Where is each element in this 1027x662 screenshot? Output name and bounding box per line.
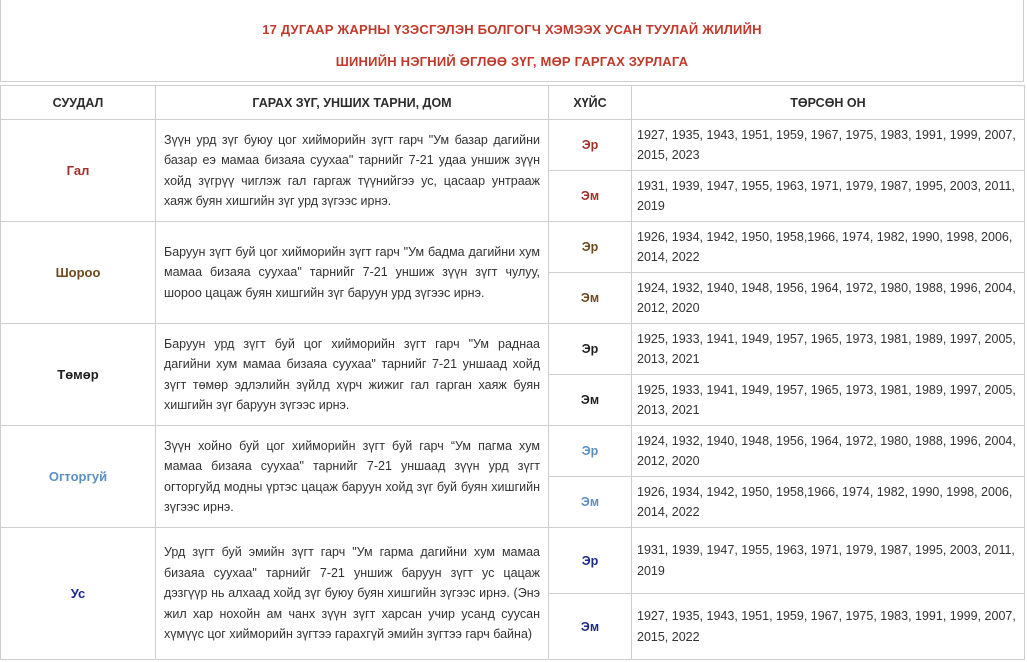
years-cell: 1925, 1933, 1941, 1949, 1957, 1965, 1973, 1981, 1989, 1997, 2005, 2013, 2021 — [632, 375, 1025, 426]
gender-cell: Эр — [549, 324, 632, 375]
description-cell: Урд зүгт буй эмийн зүгт гарч "Ум гарма дагийни хум мамаа бизаяа суухаа" тарнийг 7-21 уншиж баруун зүгт ус цацаж дэзгүүр нь алхаад хойд зүг буюу буян хишгийн зүгээс ирнэ. (Энэ жил хар нохойн ам чанх зүүн зүгт харсан учир усанд суусан хүмүүс цог хийморийн зүгтээ гарахгүй эмийн зүгтээ гарч байна) — [156, 528, 549, 660]
description-cell: Баруун урд зүгт буй цог хийморийн зүгт гарч "Ум раднаа дагийни хум мамаа бизаяа суухаа" тарнийг 7-21 уншаад хойд зүгт төмөр эдлэлийн зүйлд хүрч жижиг гал гарган хаяж буян хишгийн зүг баруун зүгээс ирнэ. — [156, 324, 549, 426]
gender-cell: Эр — [549, 120, 632, 171]
years-cell: 1924, 1932, 1940, 1948, 1956, 1964, 1972, 1980, 1988, 1996, 2004, 2012, 2020 — [632, 426, 1025, 477]
description-cell: Зүүн хойно буй цог хийморийн зүгт буй гарч “Ум пагма хум мамаа бизаяа суухаа" тарнийг 7-21 уншаад зүүн урд зүгт огторгуйд модны үртэс цацаж баруун хойд зүг буй буян хишгийн зүгээс ирнэ. — [156, 426, 549, 528]
header-suudal: СУУДАЛ — [1, 86, 156, 120]
header-gender: ХҮЙС — [549, 86, 632, 120]
title-box — [0, 0, 1024, 82]
table-row — [1, 120, 1025, 171]
years-cell: 1926, 1934, 1942, 1950, 1958,1966, 1974, 1982, 1990, 1998, 2006, 2014, 2022 — [632, 222, 1025, 273]
element-cell: Шороо — [1, 222, 156, 324]
description-cell: Баруун зүгт буй цог хийморийн зүгт гарч "Ум бадма дагийни хум мамаа бизаяа суухаа" тарнийг 7-21 уншиж зүүн зүгт чулуу, шороо цацаж буян хишгийн зүг баруун урд зүгээс ирнэ. — [156, 222, 549, 324]
table-row — [1, 528, 1025, 594]
gender-cell: Эм — [549, 171, 632, 222]
years-cell: 1926, 1934, 1942, 1950, 1958,1966, 1974, 1982, 1990, 1998, 2006, 2014, 2022 — [632, 477, 1025, 528]
table-row — [1, 426, 1025, 477]
table-row — [1, 222, 1025, 273]
table-header-row — [1, 86, 1025, 120]
page-title-line-1: 17 ДУГААР ЖАРНЫ ҮЗЭСГЭЛЭН БОЛГОГЧ ХЭМЭЭХ УСАН ТУУЛАЙ ЖИЛИЙН — [262, 22, 762, 37]
years-cell: 1924, 1932, 1940, 1948, 1956, 1964, 1972, 1980, 1988, 1996, 2004, 2012, 2020 — [632, 273, 1025, 324]
years-cell: 1931, 1939, 1947, 1955, 1963, 1971, 1979, 1987, 1995, 2003, 2011, 2019 — [632, 528, 1025, 594]
header-direction: ГАРАХ ЗҮГ, УНШИХ ТАРНИ, ДОМ — [156, 86, 549, 120]
description-cell: Зүүн урд зүг буюу цог хийморийн зүгт гарч "Ум базар дагийни базар еэ мамаа бизаяа суухаа" тарнийг 7-21 удаа уншиж зүүн хойд зүгрүү чиглэж гал гаргаж түүнийгээ ус, цасаар унтрааж хаяж буян хишгийн зүг урд зүгээс ирнэ. — [156, 120, 549, 222]
element-cell: Ус — [1, 528, 156, 660]
gender-cell: Эр — [549, 426, 632, 477]
years-cell: 1927, 1935, 1943, 1951, 1959, 1967, 1975, 1983, 1991, 1999, 2007, 2015, 2022 — [632, 594, 1025, 660]
schedule-table — [0, 85, 1025, 660]
header-birth-year: ТӨРСӨН ОН — [632, 86, 1025, 120]
gender-cell: Эм — [549, 273, 632, 324]
element-cell: Гал — [1, 120, 156, 222]
gender-cell: Эр — [549, 528, 632, 594]
years-cell: 1925, 1933, 1941, 1949, 1957, 1965, 1973, 1981, 1989, 1997, 2005, 2013, 2021 — [632, 324, 1025, 375]
element-cell: Огторгуй — [1, 426, 156, 528]
gender-cell: Эм — [549, 594, 632, 660]
years-cell: 1931, 1939, 1947, 1955, 1963, 1971, 1979, 1987, 1995, 2003, 2011, 2019 — [632, 171, 1025, 222]
years-cell: 1927, 1935, 1943, 1951, 1959, 1967, 1975, 1983, 1991, 1999, 2007, 2015, 2023 — [632, 120, 1025, 171]
table-row — [1, 324, 1025, 375]
element-cell: Төмөр — [1, 324, 156, 426]
page-title-line-2: ШИНИЙН НЭГНИЙ ӨГЛӨӨ ЗҮГ, МӨР ГАРГАХ ЗУРЛАГА — [335, 54, 689, 69]
gender-cell: Эм — [549, 477, 632, 528]
gender-cell: Эр — [549, 222, 632, 273]
gender-cell: Эм — [549, 375, 632, 426]
